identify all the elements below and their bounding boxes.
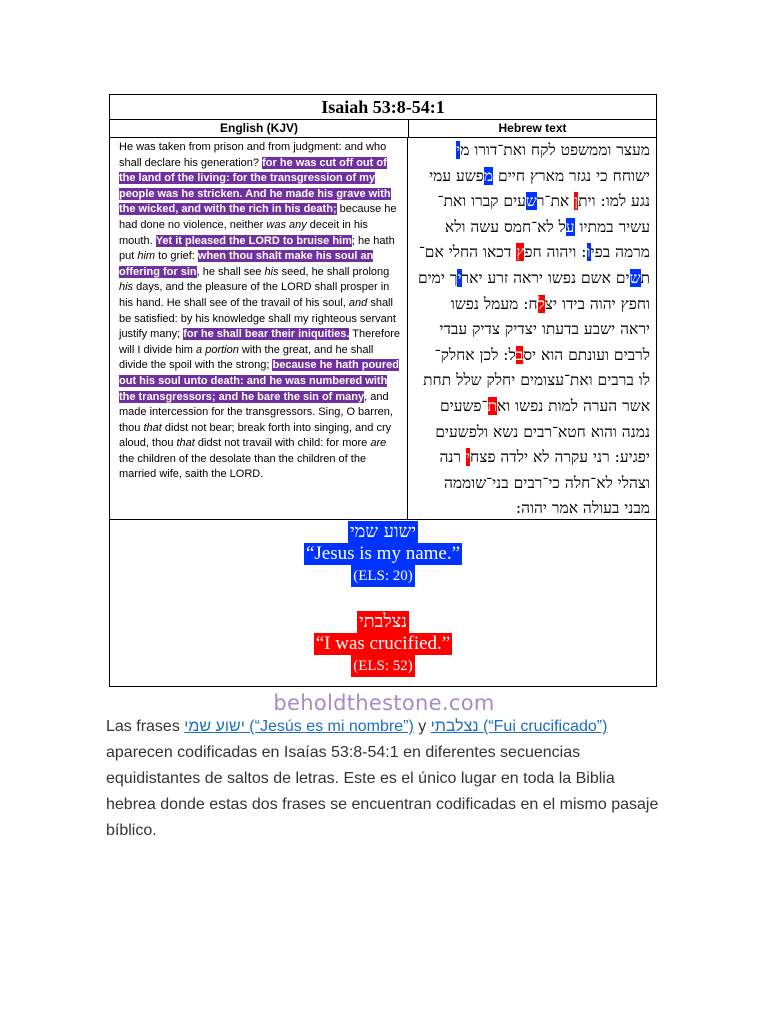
link-crucified[interactable]: נצלבתי (“Fui crucificado”) — [430, 718, 608, 735]
hebrew-line-7: וחפץ יהוה בידו יצלח: מעמל נפשו — [450, 294, 650, 313]
hebrew-line-11: אשר הערה למות נפשו ואת־פשעים — [439, 396, 650, 415]
highlight-1: for he was cut off out of the land of the living: for the transgression of my people was he stricken. And he made his grave with the wicked, and with the rich in his death; — [119, 156, 391, 216]
els-red-skip: (ELS: 52) — [351, 655, 415, 677]
table-title: Isaiah 53:8-54:1 — [110, 95, 656, 120]
english-text: He was taken from prison and from judgment: and who shall declare his generation? for he was cut off out of the land of the living: for the transgression of my people was he stricken. And he made his grave with the wicked, and with the rich in his death; because he had done no violence, neither was any deceit in his mouth. Yet it pleased the LORD to bruise him; he hath put him to grief: when thou shalt make his soul an offering for sin, he shall see his seed, he shall prolong his days, and the pleasure of the LORD shall prosper in his hand. He shall see of the travail of his soul, and shall be satisfied: by his knowledge shall my righteous servant justify many; for he shall bear their iniquities. Therefore will I divide him a portion with the great, and he shall divide the spoil with the strong; because he hath poured out his soul unto death: and he was numbered with the transgressors; and he bare the sin of many, and made intercession for the transgressors. Sing, O barren, thou that didst not bear; break forth into singing, and cry aloud, thou that didst not travail with child: for more are the children of the desolate than the children of the married wife, saith the LORD. — [110, 138, 408, 519]
hebrew-column-header: Hebrew text — [409, 120, 656, 138]
link-jesus-name[interactable]: ישוע שמי (“Jesús es mi nombre”) — [184, 718, 414, 735]
english-column-header: English (KJV) — [110, 120, 409, 138]
els-red-english: “I was crucified.” — [315, 633, 451, 654]
hebrew-line-6: תשים אשם נפשו יראה זרע יאריך ימים — [417, 268, 650, 287]
passage-table — [109, 94, 657, 687]
els-red-block — [110, 611, 656, 677]
hebrew-line-1: מעצר וממשפט לקח ואת־דורו מי — [456, 141, 650, 159]
highlight-4: for he shall bear their iniquities. — [183, 328, 350, 341]
hebrew-line-14: וצהלי לא־חלה כי־רבים בני־שוממה — [443, 473, 650, 492]
hebrew-line-9: לרבים ועונתם הוא יסבל: לכן אחלק־ — [434, 345, 650, 364]
highlight-2: Yet it pleased the LORD to bruise him — [155, 234, 352, 247]
caption-paragraph: Las frases ישוע שמי (“Jesús es mi nombre”) y נצלבתי (“Fui crucificado”) aparecen codificadas en Isaías 53:8-54:1 en diferentes secuencias equidistantes de saltos de letras. Este es el único lugar en toda la Biblia hebrea donde estas dos frases se encuentran codificadas en el mismo pasaje bíblico. — [106, 718, 659, 839]
els-separator — [110, 519, 656, 520]
hebrew-line-12: נמנה והוא חטא־רבים נשא ולפשעים — [435, 422, 650, 441]
hebrew-line-13: יפגיע: רני עקרה לא ילדה פצחי רנה — [439, 448, 650, 467]
hebrew-line-5: מרמה בפיו: ויהוה חפץ דכאו החלי אם־ — [418, 243, 650, 262]
els-blue-skip: (ELS: 20) — [351, 565, 415, 587]
hebrew-line-8: יראה ישבע בדעתו יצדיק צדיק עבדי — [439, 320, 650, 339]
watermark: beholdthestone.com — [273, 691, 495, 715]
hebrew-line-3: נגע למו: ויתן את־רשעים קברו ואת־ — [437, 192, 650, 211]
highlight-3: when thou shalt make his soul an offering for sin — [119, 250, 374, 278]
els-blue-block — [110, 521, 656, 587]
hebrew-line-10: לו ברבים ואת־עצומים יחלק שלל תחת — [423, 371, 650, 390]
hebrew-line-15: מבני בעולה אמר יהוה: — [515, 499, 650, 518]
hebrew-line-4: עשיר במתיו על לא־חמס עשה ולא — [444, 217, 650, 236]
hebrew-line-2: ישוחח כי נגזר מארץ חיים מפשע עמי — [429, 166, 650, 185]
els-red-hebrew: נצלבתי — [358, 611, 408, 632]
hebrew-text — [409, 138, 656, 519]
highlight-5: because he hath poured out his soul unto death: and he was numbered with the transgressors; and he bare the sin of many — [119, 359, 400, 403]
els-blue-english: “Jesus is my name.” — [305, 543, 461, 564]
els-blue-hebrew: ישוע שמי — [349, 521, 417, 542]
